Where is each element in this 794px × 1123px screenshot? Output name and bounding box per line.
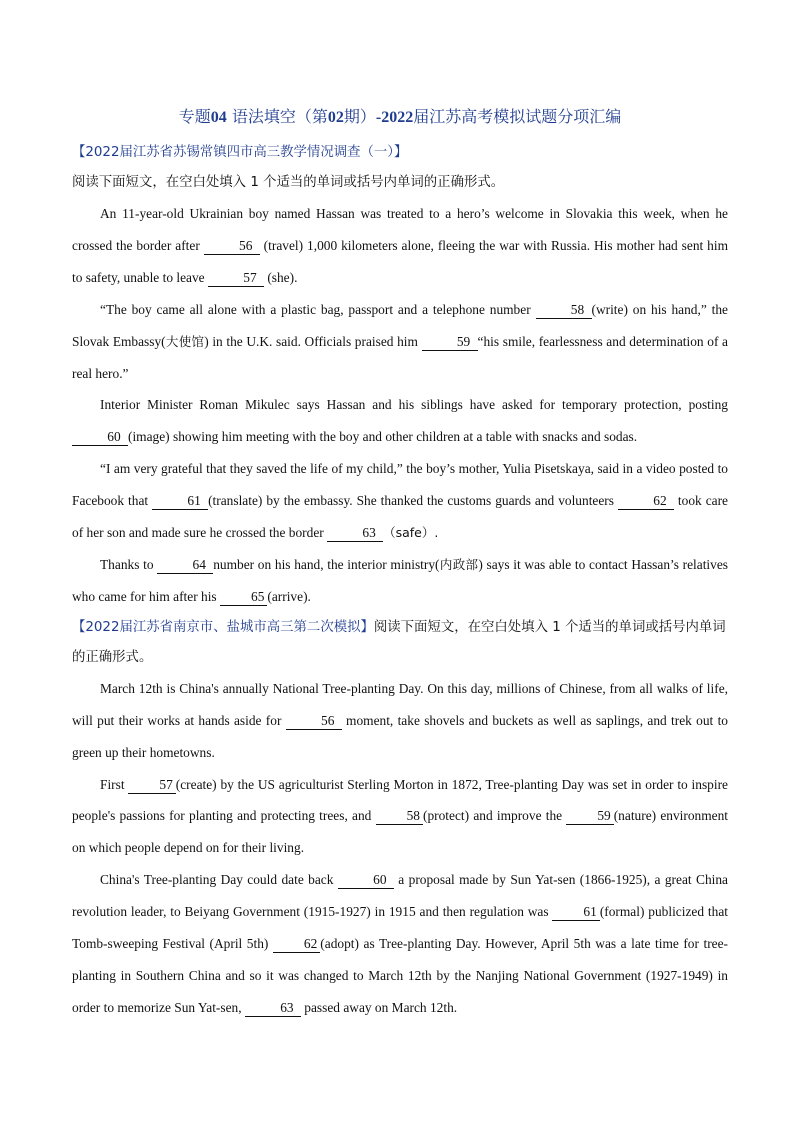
- blank-61[interactable]: 61: [552, 904, 599, 921]
- blank-59[interactable]: 59: [422, 334, 478, 351]
- title-suffix: 届江苏高考模拟试题分项汇编: [413, 107, 622, 126]
- text-run: (create) by the US agriculturist Sterling Morton in 1872, Tree-planting Day was set in order to inspire people's passions for planting and protecting trees, and: [72, 776, 728, 824]
- text-run: March 12th is China's annually National Tree-planting Day. On this day, millions of Chinese, from all walks of life, will put their works at hands aside for: [72, 680, 728, 728]
- text-run: ) in the U.K. said. Officials praised him: [204, 333, 422, 349]
- section1-paragraph-4: [72, 453, 728, 549]
- document-page: [72, 104, 728, 1024]
- blank-58[interactable]: 58: [536, 302, 592, 319]
- text-run: Interior Minister Roman Mikulec says Hassan and his siblings have asked for temporary protection, posting: [100, 397, 728, 413]
- text-run: (arrive).: [267, 588, 311, 604]
- section1-heading: 【2022届江苏省苏锡常镇四市高三教学情况调查（一）】: [72, 145, 408, 160]
- text-run: passed away on March 12th.: [300, 999, 458, 1015]
- blank-56[interactable]: 56: [204, 238, 260, 255]
- section2-heading: 【2022届江苏省南京市、盐城市高三第二次模拟】: [72, 619, 374, 635]
- text-run-cjk: （safe）.: [383, 525, 439, 541]
- blank-58[interactable]: 58: [376, 808, 423, 825]
- text-run: (protect) and improve the: [423, 808, 567, 824]
- text-run-cjk: 内政部: [439, 556, 479, 572]
- blank-56[interactable]: 56: [286, 713, 342, 730]
- section2-instruction: 阅读下面短文，在空白处填入 1 个适当的单词或括号内单词的正确形式。: [72, 619, 726, 665]
- section2-paragraph-2: [72, 769, 728, 865]
- blank-63[interactable]: 63: [245, 1000, 301, 1017]
- text-run: China's Tree-planting Day could date back: [100, 872, 338, 888]
- text-run: (adopt) as Tree-planting Day. However, April 5th was a late time for tree-planting in Southern China and so it was changed to March 12th by the Nanjing National Government (1927-1949) in order to memorize Sun Yat-sen,: [72, 936, 728, 1015]
- text-run: moment, take shovels and buckets as well as saplings, and trek out to green up their hometowns.: [72, 712, 728, 760]
- title-prefix: 专题: [178, 107, 211, 126]
- text-run: First: [100, 776, 129, 792]
- text-run: “The boy came all alone with a plastic bag, passport and a telephone number: [100, 301, 536, 317]
- blank-65[interactable]: 65: [220, 589, 267, 606]
- section1-instruction: 阅读下面短文，在空白处填入 1 个适当的单词或括号内单词的正确形式。: [72, 175, 505, 190]
- blank-64[interactable]: 64: [157, 557, 213, 574]
- text-run: (write) on his hand,” the Slovak Embassy(: [72, 301, 728, 349]
- section1-paragraph-3: [72, 389, 728, 453]
- text-run: (nature) environment on which people depend on for their living.: [72, 808, 729, 856]
- blank-60[interactable]: 60: [338, 872, 394, 889]
- text-run: a proposal made by Sun Yat-sen (1866-1925), a great China revolution leader, to Beiyang Government (1915-1927) in 1915 and then regulation was: [72, 872, 728, 920]
- page-title: [72, 104, 728, 127]
- section1-paragraph-1: [72, 198, 728, 294]
- section2-paragraph-3: [72, 864, 728, 1024]
- title-topic-number: 04: [210, 109, 227, 126]
- section2-header: [72, 613, 728, 673]
- blank-59[interactable]: 59: [566, 808, 613, 825]
- text-run: (she).: [263, 269, 298, 285]
- section2-paragraph-1: [72, 673, 728, 769]
- section1-paragraph-5: [72, 549, 728, 613]
- text-run: (travel) 1,000 kilometers alone, fleeing the war with Russia. His mother had sent him to safety, unable to leave: [72, 237, 728, 285]
- title-issue-suffix: 期）: [343, 107, 376, 126]
- title-year: -2022: [375, 109, 414, 126]
- text-run: (image) showing him meeting with the boy and other children at a table with snacks and sodas.: [128, 429, 638, 445]
- text-run: number on his hand, the interior ministry(: [213, 556, 440, 572]
- text-run: ) says it was able to contact Hassan’s relatives who came for him after his: [72, 556, 728, 604]
- blank-62[interactable]: 62: [273, 936, 320, 953]
- text-run-cjk: 大使馆: [165, 333, 205, 349]
- text-run: “I am very grateful that they saved the life of my child,” the boy’s mother, Yulia Pisetskaya, said in a video posted to Facebook that: [72, 461, 728, 509]
- text-run: took care of her son and made sure he crossed the border: [72, 493, 728, 541]
- blank-61[interactable]: 61: [152, 493, 208, 510]
- text-run: “his smile, fearlessness and determination of a real hero.”: [72, 333, 728, 381]
- blank-57[interactable]: 57: [128, 777, 175, 794]
- blank-60[interactable]: 60: [72, 429, 128, 446]
- section1-paragraph-2: [72, 294, 728, 390]
- title-issue-number: 02: [327, 109, 344, 126]
- text-run: (translate) by the embassy. She thanked the customs guards and volunteers: [208, 493, 618, 509]
- text-run: (formal) publicized that Tomb-sweeping Festival (April 5th): [72, 904, 728, 952]
- title-topic-name: 语法填空（第: [226, 107, 328, 126]
- text-run: Thanks to: [100, 556, 158, 572]
- blank-57[interactable]: 57: [208, 270, 264, 287]
- blank-62[interactable]: 62: [618, 493, 674, 510]
- text-run: An 11-year-old Ukrainian boy named Hassan was treated to a hero’s welcome in Slovakia this week, when he crossed the border after: [72, 206, 728, 253]
- blank-63[interactable]: 63: [327, 525, 383, 542]
